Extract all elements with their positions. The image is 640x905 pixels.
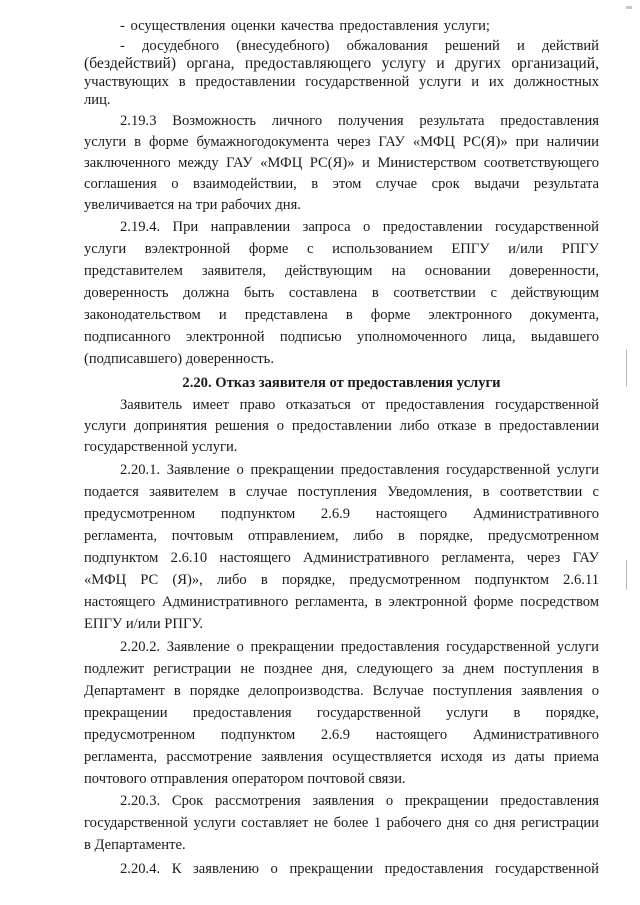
text-line: государственной услуги. [84, 439, 238, 455]
text-line: услуги вэлектронной форме с использованием ЕПГУ и/или РПГУ [84, 241, 599, 257]
paragraph-2-20-3: 2.20.3. Срок рассмотрения заявления о прекращении предоставления [120, 793, 599, 809]
text-line: подпунктом 2.6.10 настоящего Административного регламента, через ГАУ [84, 550, 599, 566]
paragraph-2-19-4: 2.19.4. При направлении запроса о предоставлении государственной [120, 219, 599, 235]
text-line: «МФЦ РС (Я)», либо в порядке, предусмотренном подпунктом 2.6.11 [84, 572, 599, 588]
text-line: подписанного электронной подписью уполномоченного лица, выдавшего [84, 329, 599, 345]
text-line: лиц. [84, 92, 111, 108]
paragraph-2-20-1: 2.20.1. Заявление о прекращении предоставления государственной услуги [120, 462, 599, 478]
text-line: представителем заявителя, действующим на основании доверенности, [84, 263, 599, 279]
text-line: регламента, рассмотрение заявления осуществляется исходя из даты приема [84, 749, 599, 765]
text-line: предусмотренном подпунктом 2.6.9 настоящего Административного [84, 727, 599, 743]
text-line: - осуществления оценки качества предоставления услуги; [120, 18, 490, 34]
text-line: заключенного между ГАУ «МФЦ РС(Я)» и Министерством соответствующего [84, 155, 599, 171]
text-line: в Департаменте. [84, 837, 186, 853]
paragraph-2-20: Заявитель имеет право отказаться от предоставления государственной [120, 397, 599, 413]
paragraph-2-19-3: 2.19.3 Возможность личного получения результата предоставления [120, 113, 599, 129]
text-line: соглашения о взаимодействии, в этом случае срок выдачи результата [84, 176, 599, 192]
section-heading-2-20: 2.20. Отказ заявителя от предоставления услуги [182, 375, 501, 391]
text-line: ЕПГУ и/или РПГУ. [84, 616, 203, 632]
scan-artifact [626, 560, 627, 590]
text-line: участвующих в предоставлении государственной услуги и их должностных [84, 74, 599, 90]
text-line: увеличивается на три рабочих дня. [84, 197, 301, 213]
text-line: подается заявителем в случае поступления Уведомления, в соответствии с [84, 484, 599, 500]
text-line: (подписавшего) доверенность. [84, 351, 274, 367]
text-line: государственной услуги составляет не более 1 рабочего дня со дня регистрации [84, 815, 599, 831]
paragraph-2-20-4: 2.20.4. К заявлению о прекращении предоставления государственной [120, 861, 599, 877]
text-line: регламента, почтовым отправлением, либо в порядке, предусмотренном [84, 528, 599, 544]
text-line: почтового отправления оператором почтовой связи. [84, 771, 406, 787]
text-line: подлежит регистрации не позднее дня, следующего за днем поступления в [84, 661, 599, 677]
text-line: услуги в форме бумажногодокумента через ГАУ «МФЦ РС(Я)» при наличии [84, 134, 599, 150]
text-line: Департамент в порядке делопроизводства. Вслучае поступления заявления о [84, 683, 599, 699]
text-line: предусмотренном подпунктом 2.6.9 настоящего Административного [84, 506, 599, 522]
paragraph-2-20-2: 2.20.2. Заявление о прекращении предоставления государственной услуги [120, 639, 599, 655]
scan-artifact [626, 350, 627, 386]
text-line: услуги допринятия решения о предоставлении либо отказе в предоставлении [84, 418, 599, 434]
text-line: законодательством и представлена в форме электронного документа, [84, 307, 599, 323]
text-line: доверенность должна быть составлена в соответствии с действующим [84, 285, 599, 301]
text-line: - досудебного (внесудебного) обжалования решений и действий [120, 38, 599, 54]
text-line: прекращении предоставления государственной услуги в порядке, [84, 705, 599, 721]
text-line: (бездействий) органа, предоставляющего услугу и других организаций, [84, 55, 599, 72]
text-line: настоящего Административного регламента, в электронной форме посредством [84, 594, 599, 610]
scan-artifact [626, 6, 632, 9]
